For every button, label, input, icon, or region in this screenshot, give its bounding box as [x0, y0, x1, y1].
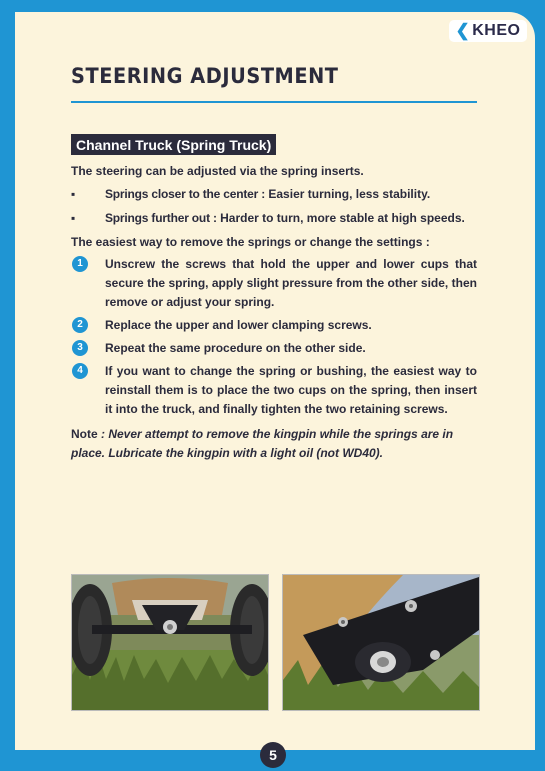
step-text: Replace the upper and lower clamping screws. — [105, 318, 372, 332]
step-number-badge: 2 — [72, 317, 88, 333]
bullet-item — [71, 209, 477, 228]
step-item — [71, 362, 477, 419]
step-text: Unscrew the screws that hold the upper and lower cups that secure the spring, apply slight pressure from the other side, then remove or adjust your spring. — [105, 257, 477, 309]
step-number-badge: 1 — [72, 256, 88, 272]
step-item — [71, 316, 477, 335]
intro-text: The steering can be adjusted via the spring inserts. — [71, 164, 364, 178]
brand-logo — [449, 20, 527, 42]
step-number-badge: 4 — [72, 363, 88, 379]
bullet-term: Springs further out : — [105, 211, 217, 225]
brand-logo-text: KHEO — [472, 22, 521, 39]
section-heading: Channel Truck (Spring Truck) — [71, 134, 276, 155]
note-label: Note — [71, 427, 98, 441]
step-text: If you want to change the spring or bushing, the easiest way to reinstall them is to place the two cups on the spring, then insert it into the truck, and finally tighten the two retaining screws. — [105, 364, 477, 416]
instructions-body — [71, 162, 477, 467]
steps-intro: The easiest way to remove the springs or change the settings : — [71, 235, 430, 249]
step-number-badge: 3 — [72, 340, 88, 356]
bullet-term: Springs closer to the center : — [105, 187, 266, 201]
step-item — [71, 339, 477, 358]
truck-photo-board-view — [71, 574, 269, 711]
note-paragraph — [71, 425, 477, 463]
step-item — [71, 255, 477, 312]
bullet-marker: ▪ — [71, 187, 76, 201]
bullet-item — [71, 185, 477, 204]
truck-photo-closeup — [282, 574, 480, 711]
title-divider — [71, 101, 477, 103]
page-title: STEERING ADJUSTMENT — [71, 64, 339, 88]
bullet-text: Harder to turn, more stable at high speeds. — [216, 211, 465, 225]
chevron-left-icon: ❮ — [455, 21, 471, 40]
bullet-marker: ▪ — [71, 211, 76, 225]
bullet-text: Easier turning, less stability. — [265, 187, 431, 201]
note-text: : Never attempt to remove the kingpin while the springs are in place. Lubricate the kingpin with a light oil (not WD40). — [71, 427, 454, 460]
page-number: 5 — [260, 742, 286, 768]
step-text: Repeat the same procedure on the other side. — [105, 341, 366, 355]
